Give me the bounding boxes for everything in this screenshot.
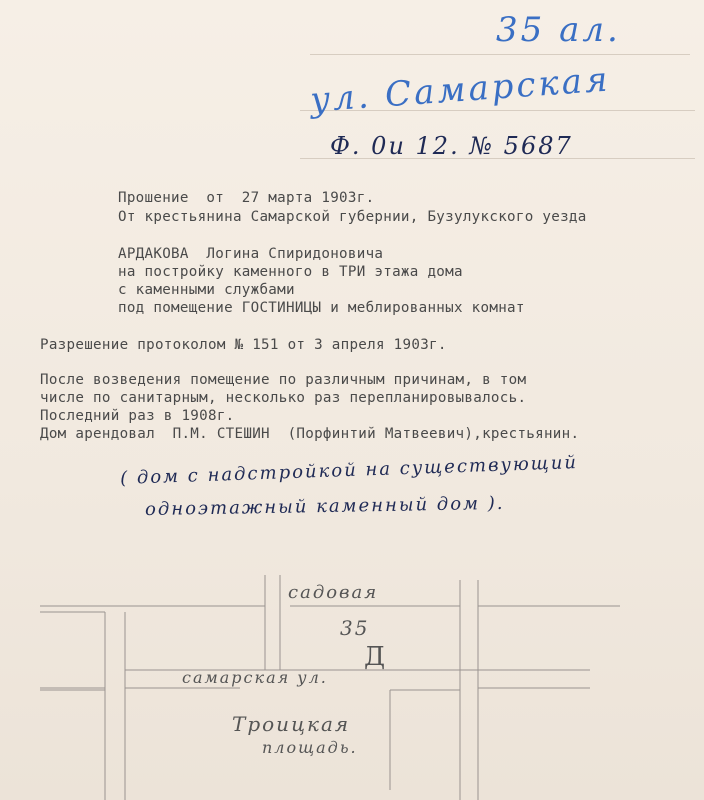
petitioner-name: АРДАКОВА Логина Спиридоновича bbox=[118, 246, 384, 262]
notes-line-2: числе по санитарным, несколько раз перепланировывалось. bbox=[40, 390, 527, 406]
petition-purpose: под помещение ГОСТИНИЦЫ и меблированных комнат bbox=[118, 300, 525, 316]
street-label-top: садовая bbox=[288, 582, 379, 603]
street-name-handwritten: ул. Самарская bbox=[308, 59, 612, 121]
notes-line-3: Последний раз в 1908г. bbox=[40, 408, 235, 424]
tenant-line: Дом арендовал П.М. СТЕШИН (Порфинтий Матвеевич),крестьянин. bbox=[40, 426, 580, 442]
petition-from: От крестьянина Самарской губернии, Бузулукского уезда bbox=[118, 209, 587, 225]
petition-subject: на постройку каменного в ТРИ этажа дома bbox=[118, 264, 463, 280]
lot-number: 35 bbox=[340, 616, 370, 640]
street-label-bottom: самарская ул. bbox=[182, 668, 328, 687]
handwritten-note-line-1: ( дом с надстройкой на существующий bbox=[119, 452, 579, 489]
lot-mark: Д bbox=[364, 642, 388, 672]
petition-date: Прошение от 27 марта 1903г. bbox=[118, 190, 375, 206]
petition-outbuildings: с каменными службами bbox=[118, 282, 295, 298]
square-label-line-1: Троицкая bbox=[232, 712, 351, 736]
handwritten-note-line-2: одноэтажный каменный дом ). bbox=[144, 492, 505, 521]
ruled-line bbox=[310, 54, 690, 55]
permission-line: Разрешение протоколом № 151 от 3 апреля 1903г. bbox=[40, 337, 447, 353]
notes-line-1: После возведения помещение по различным причинам, в том bbox=[40, 372, 527, 388]
archive-reference: Ф. 0и 12. № 5687 bbox=[330, 132, 573, 160]
house-number-handwritten: 35 ал. bbox=[496, 10, 621, 50]
square-label-line-2: площадь. bbox=[262, 738, 358, 757]
